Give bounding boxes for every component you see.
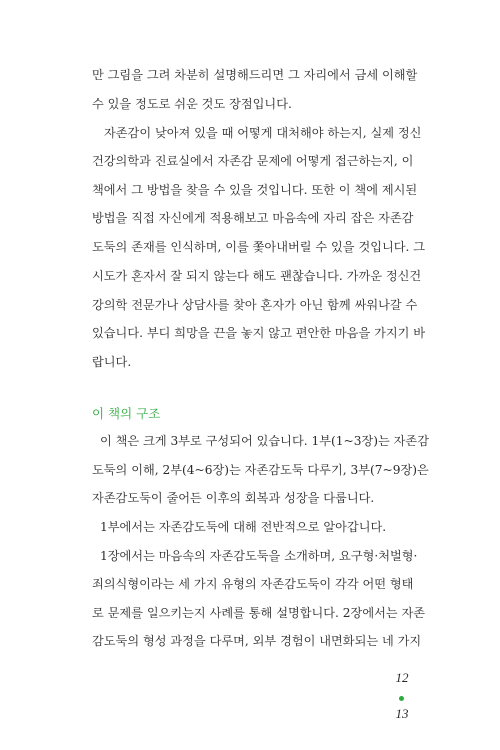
page-number-right: 13 [395,706,409,721]
body-line: 죄의식형이라는 세 가지 유형의 자존감도둑이 각각 어떤 형태 [92,577,414,591]
body-line: 수 있을 정도로 쉬운 것도 장점입니다. [92,97,292,111]
page-number-left: 12 [395,670,409,685]
body-line: 이 책은 크게 3부로 구성되어 있습니다. 1부(1~3장)는 자존감 [100,434,429,448]
body-line: 만 그림을 그려 차분히 설명해드리면 그 자리에서 금세 이해할 [92,68,418,82]
body-text-section [92,430,432,680]
body-line: 강의학 전문가나 상담사를 찾아 혼자가 아닌 함께 싸워나갈 수 [92,298,418,312]
body-line: 책에서 그 방법을 찾을 수 있을 것입니다. 또한 이 책에 제시된 [92,183,418,197]
body-line: 자존감이 낮아져 있을 때 어떻게 대처해야 하는지, 실제 정신 [104,126,422,140]
body-line: 1장에서는 마음속의 자존감도둑을 소개하며, 요구형·처벌형· [100,549,418,563]
body-line: 방법을 직접 자신에게 적용해보고 마음속에 자리 잡은 자존감 [92,211,414,225]
body-line: 건강의학과 진료실에서 자존감 문제에 어떻게 접근하는지, 이 [92,154,414,168]
body-line: 감도둑의 형성 과정을 다루며, 외부 경험이 내면화되는 네 가지 [92,634,422,648]
body-line: 있습니다. 부디 희망을 끈을 놓지 않고 편안한 마음을 가지기 바 [92,326,426,340]
body-line: 도둑의 존재를 인식하며, 이를 쫓아내버릴 수 있을 것입니다. 그 [92,240,426,254]
body-line: 로 문제를 일으키는지 사례를 통해 설명합니다. 2장에서는 자존 [92,606,426,620]
body-line: 도둑의 이해, 2부(4~6장)는 자존감도둑 다루기, 3부(7~9장)은 [92,463,429,477]
body-line: 자존감도둑이 줄어든 이후의 회복과 성장을 다룹니다. [92,491,375,505]
section-heading: 이 책의 구조 [92,406,161,421]
body-line: 랍니다. [92,355,132,369]
body-line: 1부에서는 자존감도둑에 대해 전반적으로 알아갑니다. [100,520,387,534]
body-line: 시도가 혼자서 잘 되지 않는다 해도 괜찮습니다. 가까운 정신건 [92,269,422,283]
folio-divider-dot [399,696,404,701]
body-text-top [92,64,432,369]
